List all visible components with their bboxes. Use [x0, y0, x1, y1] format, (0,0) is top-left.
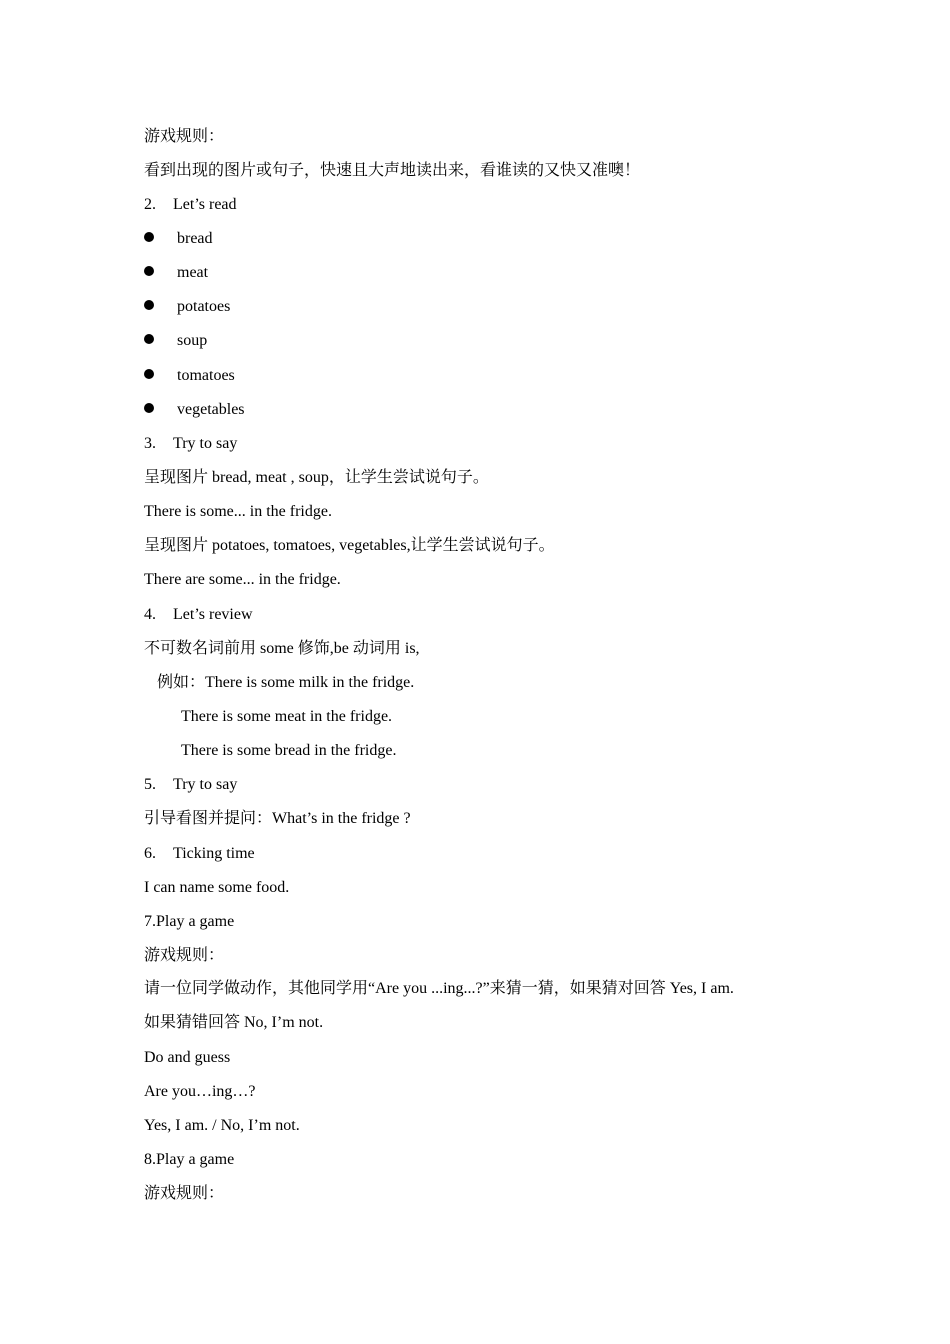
game-rules-label: 游戏规则： — [144, 1185, 225, 1202]
game-rules-text: 看到出现的图片或句子，快速且大声地读出来，看谁读的又快又准噢！ — [144, 162, 641, 179]
example-sentence: There is some bread in the fridge. — [181, 742, 397, 759]
ticking-statement: I can name some food. — [144, 879, 290, 896]
bullet-icon — [144, 369, 154, 379]
section-heading-try-to-say — [144, 434, 237, 454]
section-title: Try to say — [173, 435, 238, 452]
section-heading-play-a-game: 7.Play a game — [144, 913, 235, 930]
grammar-note: 不可数名词前用 some 修饰,be 动词用 is, — [144, 640, 420, 657]
game-rules-text: 如果猜错回答 No, I’m not. — [144, 1014, 324, 1031]
example-sentence: Are you…ing…? — [144, 1083, 256, 1100]
section-heading-lets-read — [144, 195, 237, 215]
example-sentence: There is some... in the fridge. — [144, 503, 332, 520]
bullet-icon — [144, 266, 154, 276]
section-number: 5. — [144, 776, 156, 793]
game-rules-label: 游戏规则： — [144, 128, 225, 145]
bullet-icon — [144, 300, 154, 310]
instruction-line: 呈现图片 bread, meat , soup，让学生尝试说句子。 — [144, 469, 489, 486]
section-heading-lets-review — [144, 605, 253, 625]
section-heading-play-a-game-2: 8.Play a game — [144, 1151, 235, 1168]
section-number: 2. — [144, 196, 156, 213]
section-title: Try to say — [173, 776, 238, 793]
instruction-line: 呈现图片 potatoes, tomatoes, vegetables,让学生尝试说句子。 — [144, 537, 555, 554]
example-sentence: There is some meat in the fridge. — [181, 708, 393, 725]
word-item: bread — [177, 230, 213, 247]
word-item: soup — [177, 332, 208, 349]
section-heading-ticking-time — [144, 844, 255, 864]
word-item: vegetables — [177, 401, 245, 418]
section-title: Ticking time — [173, 845, 255, 862]
section-number: 3. — [144, 435, 156, 452]
word-item: potatoes — [177, 298, 231, 315]
example-sentence: There are some... in the fridge. — [144, 571, 341, 588]
section-number: 6. — [144, 845, 156, 862]
section-title: Let’s review — [173, 606, 253, 623]
section-heading-try-to-say-2 — [144, 775, 237, 795]
bullet-icon — [144, 232, 154, 242]
instruction-line: 引导看图并提问：What’s in the fridge ? — [144, 810, 411, 827]
game-rules-label: 游戏规则： — [144, 947, 225, 964]
bullet-icon — [144, 334, 154, 344]
section-title: Let’s read — [173, 196, 237, 213]
game-rules-text: 请一位同学做动作，其他同学用“Are you ...ing...?”来猜一猜，如果猜对回答 Yes, I am. — [144, 980, 734, 997]
bullet-icon — [144, 403, 154, 413]
word-item: meat — [177, 264, 209, 281]
example-sentence: Yes, I am. / No, I’m not. — [144, 1117, 300, 1134]
example-sentence: 例如：There is some milk in the fridge. — [157, 674, 415, 691]
word-item: tomatoes — [177, 367, 235, 384]
game-title: Do and guess — [144, 1049, 231, 1066]
section-number: 4. — [144, 606, 156, 623]
